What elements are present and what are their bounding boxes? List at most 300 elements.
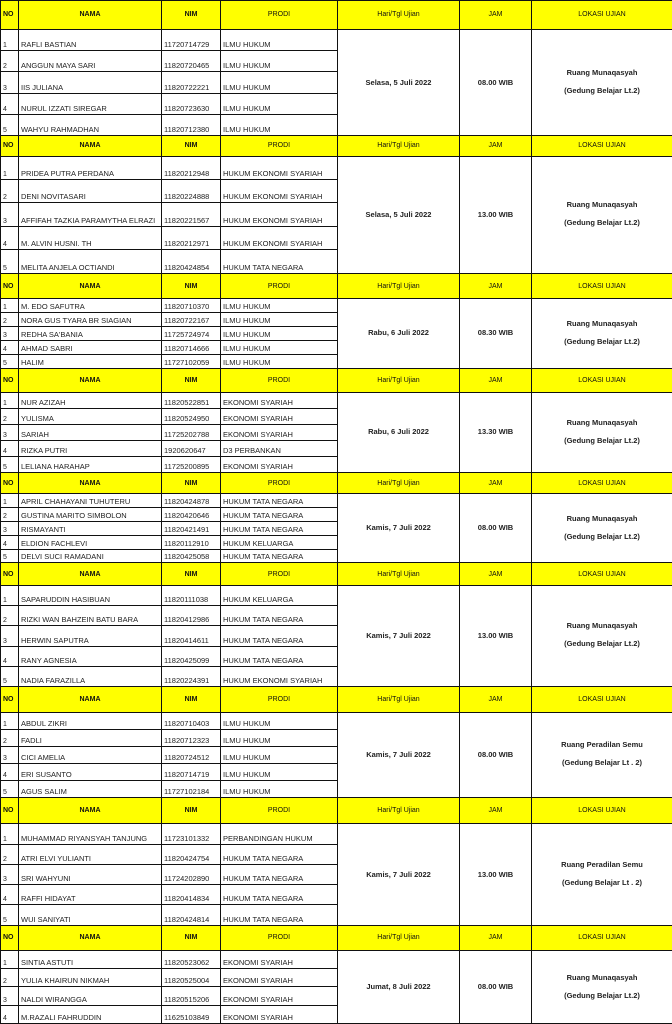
student-name: M.RAZALI FAHRUDDIN <box>19 1005 162 1023</box>
header-row <box>1 925 672 951</box>
student-nim: 11724202890 <box>162 864 221 884</box>
student-nim: 11625103849 <box>162 1005 221 1023</box>
student-name: GUSTINA MARITO SIMBOLON <box>19 508 162 522</box>
header-no: NO <box>1 687 19 713</box>
student-name: FADLI <box>19 729 162 746</box>
exam-location <box>532 393 672 473</box>
location-line-1: Ruang Munaqasyah <box>566 417 638 427</box>
student-nim: 11720714729 <box>162 29 221 50</box>
student-name: REDHA SA'BANIA <box>19 327 162 341</box>
student-row <box>1 393 672 409</box>
location-line-2: (Gedung Belajar Lt.2) <box>564 336 640 346</box>
header-nim: NIM <box>162 136 221 156</box>
student-row <box>1 494 672 508</box>
student-nim: 11820212948 <box>162 156 221 179</box>
student-no: 5 <box>1 905 19 925</box>
student-prodi: ILMU HUKUM <box>221 763 338 780</box>
student-name: HERWIN SAPUTRA <box>19 626 162 646</box>
header-nim: NIM <box>162 797 221 824</box>
student-nim: 11820724512 <box>162 746 221 763</box>
student-nim: 11820720465 <box>162 51 221 72</box>
student-prodi: HUKUM KELUARGA <box>221 585 338 605</box>
header-nim: NIM <box>162 472 221 493</box>
student-no: 5 <box>1 666 19 686</box>
student-row <box>1 951 672 969</box>
exam-time: 08.00 WIB <box>460 712 532 797</box>
student-no: 5 <box>1 549 19 563</box>
student-no: 5 <box>1 354 19 368</box>
student-name: RANY AGNESIA <box>19 646 162 666</box>
location-line-2: (Gedung Belajar Lt.2) <box>564 435 640 445</box>
header-hari-tgl: Hari/Tgl Ujian <box>338 1 460 30</box>
student-nim: 11727102184 <box>162 780 221 797</box>
student-nim: 11820712380 <box>162 115 221 136</box>
student-no: 2 <box>1 606 19 626</box>
student-prodi: HUKUM TATA NEGARA <box>221 844 338 864</box>
student-nim: 11725200895 <box>162 456 221 472</box>
header-row <box>1 797 672 824</box>
student-nim: 11820412986 <box>162 606 221 626</box>
student-prodi: ILMU HUKUM <box>221 72 338 93</box>
student-name: RIZKA PUTRI <box>19 440 162 456</box>
header-jam: JAM <box>460 136 532 156</box>
header-nim: NIM <box>162 273 221 299</box>
student-no: 2 <box>1 729 19 746</box>
exam-location <box>532 494 672 563</box>
student-no: 4 <box>1 93 19 114</box>
student-prodi: HUKUM TATA NEGARA <box>221 864 338 884</box>
student-prodi: ILMU HUKUM <box>221 93 338 114</box>
exam-location <box>532 29 672 136</box>
header-prodi: PRODI <box>221 136 338 156</box>
student-nim: 11820424854 <box>162 250 221 273</box>
header-row <box>1 273 672 299</box>
student-prodi: EKONOMI SYARIAH <box>221 425 338 441</box>
student-nim: 11820424814 <box>162 905 221 925</box>
student-prodi: D3 PERBANKAN <box>221 440 338 456</box>
header-lokasi: LOKASI UJIAN <box>532 136 672 156</box>
header-hari-tgl: Hari/Tgl Ujian <box>338 563 460 585</box>
student-name: ELDION FACHLEVI <box>19 535 162 549</box>
header-prodi: PRODI <box>221 563 338 585</box>
header-hari-tgl: Hari/Tgl Ujian <box>338 273 460 299</box>
student-nim: 11820421491 <box>162 521 221 535</box>
student-no: 3 <box>1 864 19 884</box>
student-nim: 11820425058 <box>162 549 221 563</box>
student-name: AFFIFAH TAZKIA PARAMYTHA ELRAZI <box>19 203 162 226</box>
header-lokasi: LOKASI UJIAN <box>532 472 672 493</box>
header-no: NO <box>1 368 19 393</box>
student-nim: 11820524950 <box>162 409 221 425</box>
header-jam: JAM <box>460 925 532 951</box>
student-no: 4 <box>1 535 19 549</box>
student-prodi: ILMU HUKUM <box>221 746 338 763</box>
exam-time: 13.30 WIB <box>460 393 532 473</box>
header-hari-tgl: Hari/Tgl Ujian <box>338 687 460 713</box>
student-no: 3 <box>1 626 19 646</box>
student-prodi: ILMU HUKUM <box>221 354 338 368</box>
header-nama: NAMA <box>19 472 162 493</box>
student-no: 1 <box>1 585 19 605</box>
header-nama: NAMA <box>19 273 162 299</box>
student-nim: 11820111038 <box>162 585 221 605</box>
location-line-2: (Gedung Belajar Lt.2) <box>564 531 640 541</box>
student-nim: 11820722167 <box>162 313 221 327</box>
student-name: DENI NOVITASARI <box>19 180 162 203</box>
student-prodi: EKONOMI SYARIAH <box>221 1005 338 1023</box>
header-no: NO <box>1 925 19 951</box>
exam-location <box>532 951 672 1024</box>
header-nama: NAMA <box>19 687 162 713</box>
header-row <box>1 1 672 30</box>
student-nim: 11820414834 <box>162 885 221 905</box>
header-jam: JAM <box>460 797 532 824</box>
student-name: DELVI SUCI RAMADANI <box>19 549 162 563</box>
student-name: ATRI ELVI YULIANTI <box>19 844 162 864</box>
location-line-1: Ruang Peradilan Semu <box>561 860 643 870</box>
header-prodi: PRODI <box>221 273 338 299</box>
student-nim: 11727102059 <box>162 354 221 368</box>
student-name: ANGGUN MAYA SARI <box>19 51 162 72</box>
student-name: NORA GUS TYARA BR SIAGIAN <box>19 313 162 327</box>
student-nim: 11820414611 <box>162 626 221 646</box>
location-line-2: (Gedung Belajar Lt.2) <box>564 218 640 228</box>
exam-time: 13.00 WIB <box>460 585 532 686</box>
student-name: ERI SUSANTO <box>19 763 162 780</box>
header-nama: NAMA <box>19 368 162 393</box>
student-prodi: HUKUM TATA NEGARA <box>221 508 338 522</box>
student-prodi: ILMU HUKUM <box>221 340 338 354</box>
student-prodi: HUKUM EKONOMI SYARIAH <box>221 180 338 203</box>
header-prodi: PRODI <box>221 797 338 824</box>
student-prodi: HUKUM KELUARGA <box>221 535 338 549</box>
student-name: NUR AZIZAH <box>19 393 162 409</box>
student-name: SINTIA ASTUTI <box>19 951 162 969</box>
header-jam: JAM <box>460 563 532 585</box>
exam-date: Kamis, 7 Juli 2022 <box>338 494 460 563</box>
header-hari-tgl: Hari/Tgl Ujian <box>338 472 460 493</box>
location-line-1: Ruang Munaqasyah <box>566 68 638 78</box>
student-prodi: HUKUM TATA NEGARA <box>221 521 338 535</box>
student-name: NURUL IZZATI SIREGAR <box>19 93 162 114</box>
schedule-body <box>1 1 672 1024</box>
student-no: 1 <box>1 712 19 729</box>
student-name: HALIM <box>19 354 162 368</box>
student-prodi: HUKUM EKONOMI SYARIAH <box>221 203 338 226</box>
student-prodi: ILMU HUKUM <box>221 51 338 72</box>
student-prodi: HUKUM TATA NEGARA <box>221 606 338 626</box>
student-prodi: HUKUM TATA NEGARA <box>221 646 338 666</box>
student-row <box>1 824 672 844</box>
student-no: 3 <box>1 425 19 441</box>
header-jam: JAM <box>460 368 532 393</box>
header-no: NO <box>1 797 19 824</box>
student-no: 1 <box>1 951 19 969</box>
student-prodi: EKONOMI SYARIAH <box>221 409 338 425</box>
student-name: MELITA ANJELA OCTIANDI <box>19 250 162 273</box>
student-name: YULISMA <box>19 409 162 425</box>
student-name: RISMAYANTI <box>19 521 162 535</box>
exam-date: Rabu, 6 Juli 2022 <box>338 393 460 473</box>
exam-location <box>532 585 672 686</box>
student-name: SARIAH <box>19 425 162 441</box>
location-line-2: (Gedung Belajar Lt.2) <box>564 639 640 649</box>
student-name: SRI WAHYUNI <box>19 864 162 884</box>
header-hari-tgl: Hari/Tgl Ujian <box>338 925 460 951</box>
exam-date: Rabu, 6 Juli 2022 <box>338 299 460 368</box>
header-jam: JAM <box>460 472 532 493</box>
exam-location <box>532 824 672 925</box>
student-row <box>1 299 672 313</box>
exam-time: 08.00 WIB <box>460 29 532 136</box>
exam-location <box>532 712 672 797</box>
location-line-1: Ruang Munaqasyah <box>566 621 638 631</box>
student-no: 5 <box>1 115 19 136</box>
header-row <box>1 687 672 713</box>
student-nim: 11820714719 <box>162 763 221 780</box>
student-nim: 11820425099 <box>162 646 221 666</box>
student-nim: 11820224391 <box>162 666 221 686</box>
student-nim: 1920620647 <box>162 440 221 456</box>
student-name: IIS JULIANA <box>19 72 162 93</box>
student-prodi: PERBANDINGAN HUKUM <box>221 824 338 844</box>
student-name: PRIDEA PUTRA PERDANA <box>19 156 162 179</box>
student-name: WUI SANIYATI <box>19 905 162 925</box>
student-no: 3 <box>1 72 19 93</box>
student-nim: 11820224888 <box>162 180 221 203</box>
header-nama: NAMA <box>19 563 162 585</box>
student-prodi: ILMU HUKUM <box>221 313 338 327</box>
header-lokasi: LOKASI UJIAN <box>532 273 672 299</box>
header-lokasi: LOKASI UJIAN <box>532 925 672 951</box>
student-name: MUHAMMAD RIYANSYAH TANJUNG <box>19 824 162 844</box>
student-name: NADIA FARAZILLA <box>19 666 162 686</box>
student-nim: 11820712323 <box>162 729 221 746</box>
student-name: M. EDO SAFUTRA <box>19 299 162 313</box>
student-prodi: EKONOMI SYARIAH <box>221 969 338 987</box>
student-no: 1 <box>1 494 19 508</box>
exam-date: Selasa, 5 Juli 2022 <box>338 29 460 136</box>
header-no: NO <box>1 273 19 299</box>
student-name: M. ALVIN HUSNI. TH <box>19 226 162 249</box>
location-line-1: Ruang Munaqasyah <box>566 200 638 210</box>
student-prodi: HUKUM TATA NEGARA <box>221 885 338 905</box>
student-no: 1 <box>1 393 19 409</box>
student-prodi: ILMU HUKUM <box>221 29 338 50</box>
student-name: YULIA KHAIRUN NIKMAH <box>19 969 162 987</box>
location-line-1: Ruang Munaqasyah <box>566 513 638 523</box>
student-no: 4 <box>1 226 19 249</box>
student-name: SAPARUDDIN HASIBUAN <box>19 585 162 605</box>
student-prodi: EKONOMI SYARIAH <box>221 456 338 472</box>
student-nim: 11820714666 <box>162 340 221 354</box>
student-nim: 11820515206 <box>162 987 221 1005</box>
exam-date: Kamis, 7 Juli 2022 <box>338 712 460 797</box>
exam-date: Kamis, 7 Juli 2022 <box>338 585 460 686</box>
student-name: APRIL CHAHAYANI TUHUTERU <box>19 494 162 508</box>
header-hari-tgl: Hari/Tgl Ujian <box>338 368 460 393</box>
student-no: 3 <box>1 327 19 341</box>
student-no: 1 <box>1 299 19 313</box>
header-nama: NAMA <box>19 1 162 30</box>
student-no: 1 <box>1 156 19 179</box>
student-prodi: ILMU HUKUM <box>221 729 338 746</box>
student-no: 5 <box>1 780 19 797</box>
header-jam: JAM <box>460 273 532 299</box>
student-prodi: EKONOMI SYARIAH <box>221 951 338 969</box>
student-name: RAFLI BASTIAN <box>19 29 162 50</box>
student-nim: 11820723630 <box>162 93 221 114</box>
student-no: 4 <box>1 440 19 456</box>
student-no: 4 <box>1 646 19 666</box>
exam-time: 13.00 WIB <box>460 156 532 273</box>
header-row <box>1 136 672 156</box>
student-row <box>1 156 672 179</box>
student-name: RIZKI WAN BAHZEIN BATU BARA <box>19 606 162 626</box>
header-no: NO <box>1 136 19 156</box>
student-no: 4 <box>1 885 19 905</box>
student-row <box>1 712 672 729</box>
header-jam: JAM <box>460 687 532 713</box>
student-name: CICI AMELIA <box>19 746 162 763</box>
header-nama: NAMA <box>19 925 162 951</box>
student-nim: 11820710403 <box>162 712 221 729</box>
header-nim: NIM <box>162 563 221 585</box>
header-lokasi: LOKASI UJIAN <box>532 368 672 393</box>
student-no: 2 <box>1 51 19 72</box>
exam-location <box>532 299 672 368</box>
header-no: NO <box>1 472 19 493</box>
header-prodi: PRODI <box>221 1 338 30</box>
student-no: 4 <box>1 340 19 354</box>
header-lokasi: LOKASI UJIAN <box>532 1 672 30</box>
exam-date: Selasa, 5 Juli 2022 <box>338 156 460 273</box>
student-prodi: ILMU HUKUM <box>221 327 338 341</box>
header-hari-tgl: Hari/Tgl Ujian <box>338 136 460 156</box>
student-nim: 11820212971 <box>162 226 221 249</box>
student-prodi: HUKUM EKONOMI SYARIAH <box>221 666 338 686</box>
student-nim: 11723101332 <box>162 824 221 844</box>
header-nama: NAMA <box>19 797 162 824</box>
location-line-2: (Gedung Belajar Lt . 2) <box>561 758 642 768</box>
student-no: 2 <box>1 508 19 522</box>
student-prodi: HUKUM TATA NEGARA <box>221 549 338 563</box>
student-name: AHMAD SABRI <box>19 340 162 354</box>
student-prodi: HUKUM TATA NEGARA <box>221 626 338 646</box>
location-line-2: (Gedung Belajar Lt.2) <box>564 86 640 96</box>
student-no: 2 <box>1 409 19 425</box>
header-lokasi: LOKASI UJIAN <box>532 797 672 824</box>
student-name: LELIANA HARAHAP <box>19 456 162 472</box>
student-row <box>1 29 672 50</box>
header-row <box>1 368 672 393</box>
student-no: 3 <box>1 987 19 1005</box>
student-nim: 11820722221 <box>162 72 221 93</box>
student-prodi: HUKUM TATA NEGARA <box>221 250 338 273</box>
header-nim: NIM <box>162 925 221 951</box>
exam-location <box>532 156 672 273</box>
student-prodi: EKONOMI SYARIAH <box>221 393 338 409</box>
student-no: 2 <box>1 313 19 327</box>
student-no: 3 <box>1 521 19 535</box>
header-no: NO <box>1 1 19 30</box>
exam-date: Kamis, 7 Juli 2022 <box>338 824 460 925</box>
student-name: WAHYU RAHMADHAN <box>19 115 162 136</box>
student-nim: 11820522851 <box>162 393 221 409</box>
student-no: 4 <box>1 763 19 780</box>
header-row <box>1 472 672 493</box>
student-prodi: ILMU HUKUM <box>221 115 338 136</box>
student-nim: 11820710370 <box>162 299 221 313</box>
student-nim: 11820424878 <box>162 494 221 508</box>
student-prodi: HUKUM TATA NEGARA <box>221 494 338 508</box>
student-name: ABDUL ZIKRI <box>19 712 162 729</box>
student-no: 5 <box>1 250 19 273</box>
location-line-1: Ruang Peradilan Semu <box>561 740 643 750</box>
header-prodi: PRODI <box>221 687 338 713</box>
header-nim: NIM <box>162 368 221 393</box>
student-prodi: HUKUM TATA NEGARA <box>221 905 338 925</box>
header-prodi: PRODI <box>221 472 338 493</box>
student-prodi: EKONOMI SYARIAH <box>221 987 338 1005</box>
student-prodi: ILMU HUKUM <box>221 780 338 797</box>
student-no: 3 <box>1 203 19 226</box>
location-line-1: Ruang Munaqasyah <box>566 972 638 982</box>
student-nim: 11725202788 <box>162 425 221 441</box>
exam-time: 13.00 WIB <box>460 824 532 925</box>
student-name: AGUS SALIM <box>19 780 162 797</box>
student-prodi: ILMU HUKUM <box>221 712 338 729</box>
student-no: 2 <box>1 180 19 203</box>
location-line-1: Ruang Munaqasyah <box>566 318 638 328</box>
exam-date: Jumat, 8 Juli 2022 <box>338 951 460 1024</box>
student-nim: 11820523062 <box>162 951 221 969</box>
student-prodi: HUKUM EKONOMI SYARIAH <box>221 226 338 249</box>
location-line-2: (Gedung Belajar Lt . 2) <box>561 878 642 888</box>
student-nim: 11725724974 <box>162 327 221 341</box>
header-lokasi: LOKASI UJIAN <box>532 563 672 585</box>
student-nim: 11820424754 <box>162 844 221 864</box>
header-jam: JAM <box>460 1 532 30</box>
location-line-2: (Gedung Belajar Lt.2) <box>564 990 640 1000</box>
student-prodi: HUKUM EKONOMI SYARIAH <box>221 156 338 179</box>
header-nim: NIM <box>162 1 221 30</box>
student-nim: 11820221567 <box>162 203 221 226</box>
student-no: 2 <box>1 844 19 864</box>
header-lokasi: LOKASI UJIAN <box>532 687 672 713</box>
student-nim: 11820420646 <box>162 508 221 522</box>
student-no: 3 <box>1 746 19 763</box>
header-prodi: PRODI <box>221 368 338 393</box>
student-no: 4 <box>1 1005 19 1023</box>
header-nim: NIM <box>162 687 221 713</box>
student-no: 5 <box>1 456 19 472</box>
exam-time: 08.00 WIB <box>460 951 532 1024</box>
header-hari-tgl: Hari/Tgl Ujian <box>338 797 460 824</box>
header-row <box>1 563 672 585</box>
header-prodi: PRODI <box>221 925 338 951</box>
student-nim: 11820525004 <box>162 969 221 987</box>
student-name: NALDI WIRANGGA <box>19 987 162 1005</box>
student-no: 1 <box>1 29 19 50</box>
student-nim: 11820112910 <box>162 535 221 549</box>
student-name: RAFFI HIDAYAT <box>19 885 162 905</box>
student-no: 1 <box>1 824 19 844</box>
exam-time: 08.00 WIB <box>460 494 532 563</box>
header-no: NO <box>1 563 19 585</box>
header-nama: NAMA <box>19 136 162 156</box>
student-no: 2 <box>1 969 19 987</box>
